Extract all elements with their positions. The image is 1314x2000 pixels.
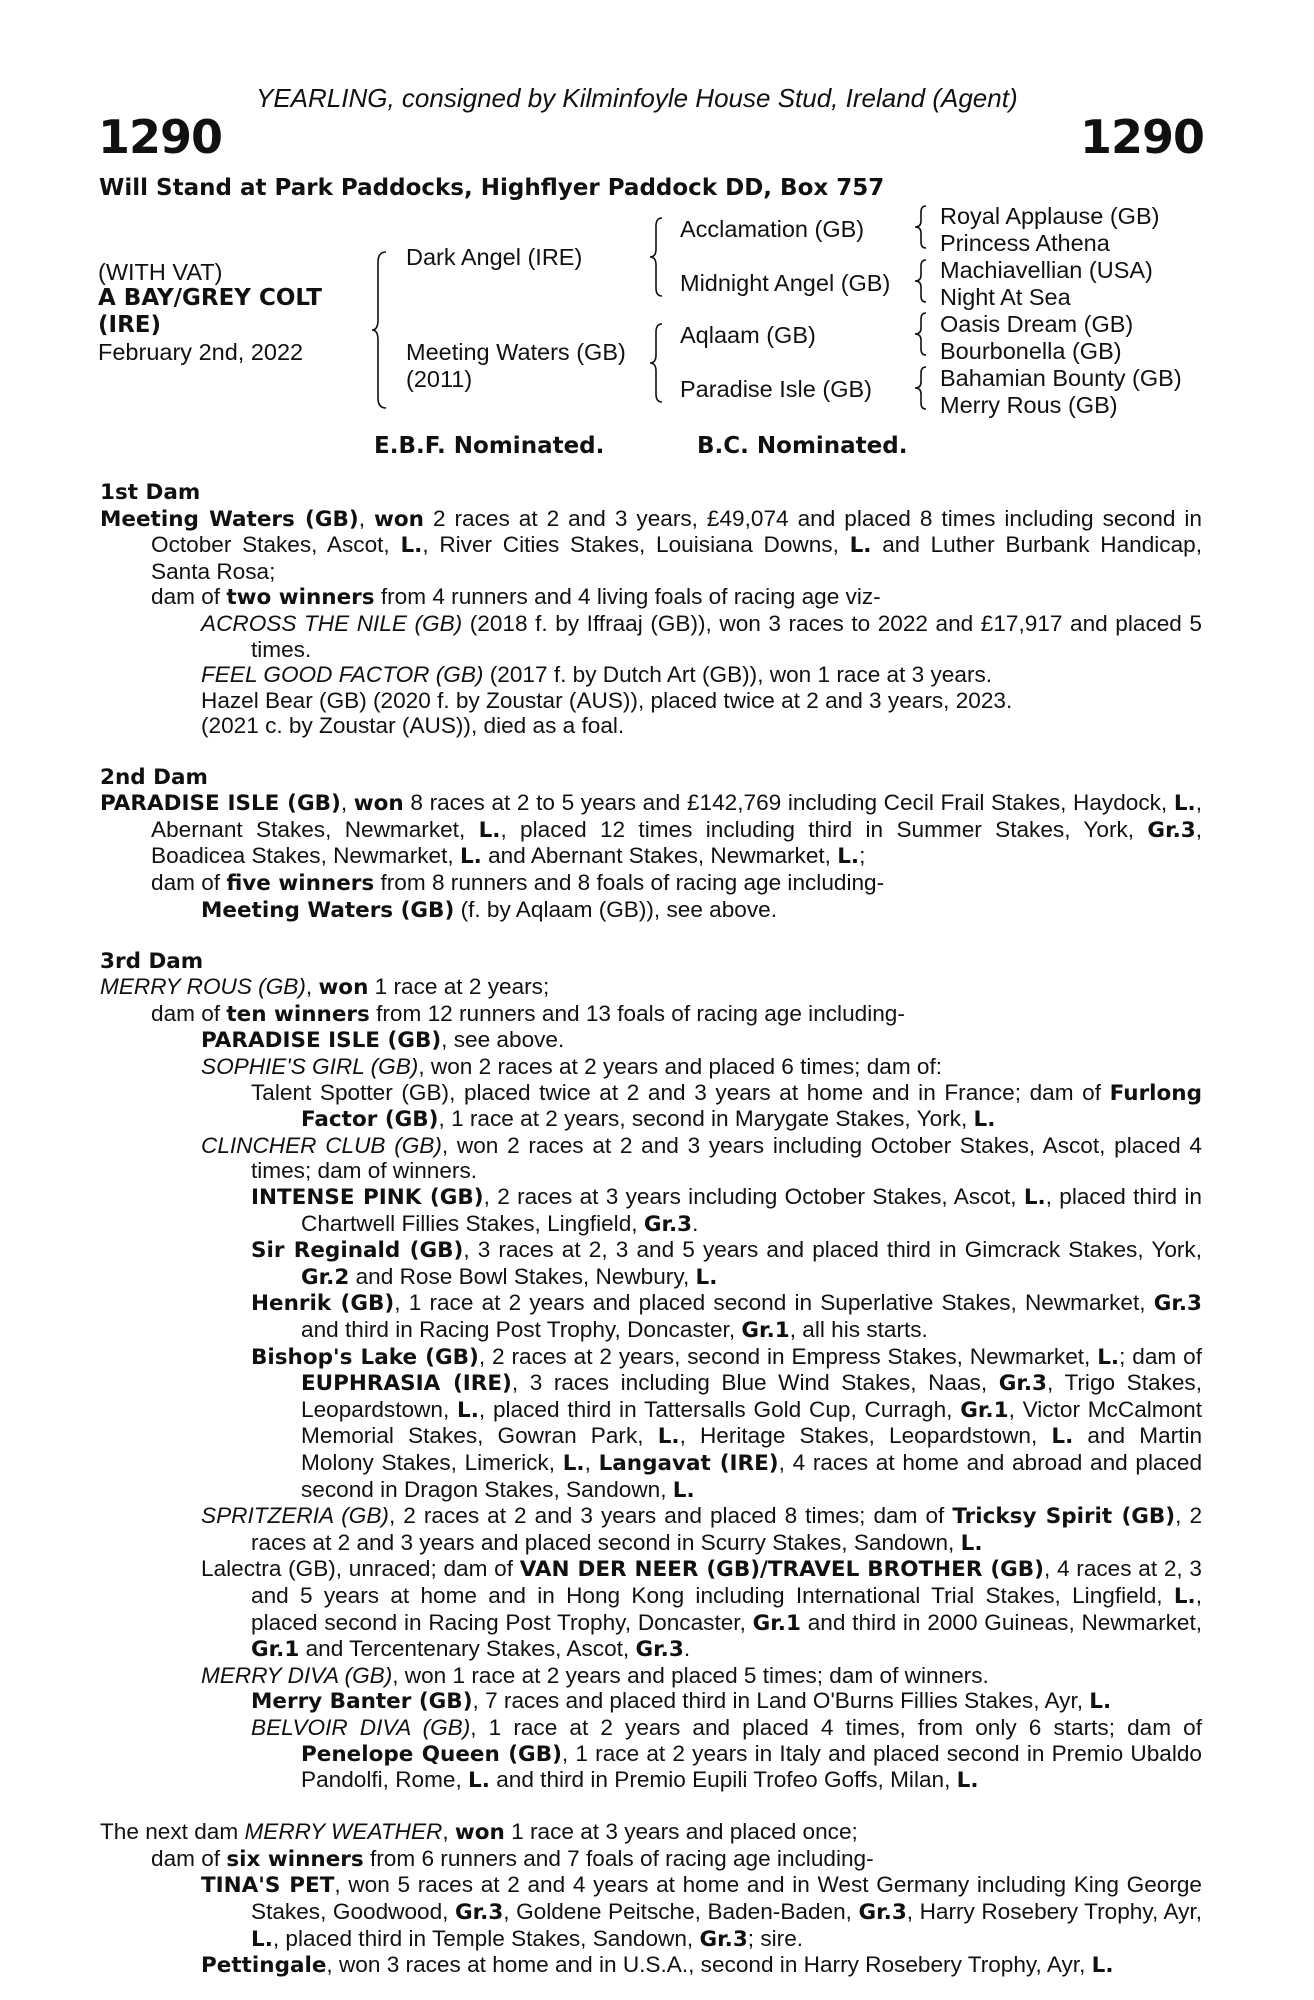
won-label: won <box>374 506 424 532</box>
first-dam-record: Meeting Waters (GB), won 2 races at 2 and 3 years, £49,074 and placed 8 times including second in October Stakes, Ascot, L., River Cities Stakes, Louisiana Downs, L. and Luther Burbank Handicap, Santa Rosa; <box>100 505 1203 584</box>
progeny-entry: Sir Reginald (GB), 3 races at 2, 3 and 5 years and placed third in Gimcrack Stakes, York, Gr.2 and Rose Bowl Stakes, Newbury, L. <box>251 1237 1202 1290</box>
pedigree-sire: Dark Angel (IRE) <box>406 244 583 270</box>
lot-number-left: 1290 <box>98 110 223 164</box>
progeny-entry: Henrik (GB), 1 race at 2 years and placed second in Superlative Stakes, Newmarket, Gr.3 and third in Racing Post Trophy, Doncaster, Gr.1, all his starts. <box>251 1290 1203 1343</box>
lot-number-right: 1290 <box>1079 110 1204 164</box>
pedigree-ggp-3: Machiavellian (USA) <box>940 257 1153 283</box>
horse-country: (IRE) <box>98 312 162 338</box>
pedigree-ggp-8: Merry Rous (GB) <box>940 392 1118 418</box>
progeny-entry: MERRY DIVA (GB), won 1 race at 2 years and placed 5 times; dam of winners. <box>201 1662 989 1688</box>
pedigree-dam-dam: Paradise Isle (GB) <box>680 376 872 402</box>
next-dam-produce: dam of six winners from 6 runners and 7 foals of racing age including- <box>151 1845 874 1872</box>
pedigree-ggp-6: Bourbonella (GB) <box>940 338 1122 364</box>
third-dam-produce: dam of ten winners from 12 runners and 13 foals of racing age including- <box>151 1000 905 1027</box>
foaling-date: February 2nd, 2022 <box>98 339 304 365</box>
first-dam-heading: 1st Dam <box>100 480 201 505</box>
pedigree-ggp-1: Royal Applause (GB) <box>940 203 1160 229</box>
bc-nomination: B.C. Nominated. <box>697 433 908 459</box>
progeny-entry: (2021 c. by Zoustar (AUS)), died as a foal. <box>201 713 625 739</box>
pedigree-brace-dam <box>648 322 666 404</box>
pedigree-brace-sire <box>648 216 666 298</box>
pedigree-ggp-7: Bahamian Bounty (GB) <box>940 365 1182 391</box>
third-dam-heading: 3rd Dam <box>100 948 204 974</box>
pedigree-dam-year: (2011) <box>406 366 473 392</box>
progeny-entry: FEEL GOOD FACTOR (GB) (2017 f. by Dutch Art (GB)), won 1 race at 3 years. <box>201 662 993 688</box>
progeny-entry: Hazel Bear (GB) (2020 f. by Zoustar (AUS)), placed twice at 2 and 3 years, 2023. <box>201 687 1013 713</box>
next-dam-record: The next dam MERRY WEATHER, won 1 race at 3 years and placed once; <box>100 1819 858 1846</box>
consignment-line: YEARLING, consigned by Kilminfoyle House Stud, Ireland (Agent) <box>256 83 1018 113</box>
horse-name: A BAY/GREY COLT <box>98 285 322 311</box>
progeny-entry: Lalectra (GB), unraced; dam of VAN DER NEER (GB)/TRAVEL BROTHER (GB), 4 races at 2, 3 and 5 years at home and in Hong Kong including International Trial Stakes, Lingfield, L., placed second in Racing Post Trophy, Doncaster, Gr.1 and third in 2000 Guineas, Newmarket, Gr.1 and Tercentenary Stakes, Ascot, Gr.3. <box>201 1556 1203 1663</box>
pedigree-ggp-5: Oasis Dream (GB) <box>940 311 1134 337</box>
dam-name: PARADISE ISLE (GB) <box>100 791 341 817</box>
progeny-entry: BELVOIR DIVA (GB), 1 race at 2 years and placed 4 times, from only 6 starts; dam of Penelope Queen (GB), 1 race at 2 years in Italy and placed second in Premio Ubaldo Pandolfi, Rome, L. and third in Premio Eupili Trofeo Goffs, Milan, L. <box>251 1714 1202 1794</box>
progeny-entry: SOPHIE'S GIRL (GB), won 2 races at 2 years and placed 6 times; dam of: <box>201 1054 943 1080</box>
pedigree-brace-ggp-1 <box>912 204 930 250</box>
catalogue-body <box>100 480 1202 1979</box>
progeny-entry: Pettingale, won 3 races at home and in U.S.A., second in Harry Rosebery Trophy, Ayr, L. <box>201 1952 1114 1979</box>
pedigree-dam: Meeting Waters (GB) <box>406 339 626 365</box>
progeny-entry: SPRITZERIA (GB), 2 races at 2 and 3 years and placed 8 times; dam of Tricksy Spirit (GB), 2 races at 2 and 3 years and placed second in Scurry Stakes, Sandown, L. <box>201 1503 1203 1556</box>
pedigree-brace-ggp-4 <box>912 365 930 411</box>
stand-location: Will Stand at Park Paddocks, Highflyer Paddock DD, Box 757 <box>99 175 885 201</box>
progeny-entry: INTENSE PINK (GB), 2 races at 3 years including October Stakes, Ascot, L., placed third in Chartwell Fillies Stakes, Lingfield, Gr.3. <box>251 1184 1202 1237</box>
first-dam-produce: dam of two winners from 4 runners and 4 living foals of racing age viz- <box>151 584 881 611</box>
pedigree-brace-main <box>370 250 390 410</box>
third-dam-record: MERRY ROUS (GB), won 1 race at 2 years; <box>100 974 550 1001</box>
pedigree-brace-ggp-2 <box>912 258 930 304</box>
progeny-entry: Meeting Waters (GB) (f. by Aqlaam (GB)), see above. <box>201 896 778 923</box>
progeny-entry: TINA'S PET, won 5 races at 2 and 4 years at home and in West Germany including King George Stakes, Goodwood, Gr.3, Goldene Peitsche, Baden-Baden, Gr.3, Harry Rosebery Trophy, Ayr, L., placed third in Temple Stakes, Sandown, Gr.3; sire. <box>201 1872 1203 1952</box>
pedigree-dam-sire: Aqlaam (GB) <box>680 322 816 348</box>
progeny-entry: CLINCHER CLUB (GB), won 2 races at 2 and 3 years including October Stakes, Ascot, placed 4 times; dam of winners. <box>201 1132 1202 1184</box>
pedigree-brace-ggp-3 <box>912 311 930 357</box>
progeny-entry: Merry Banter (GB), 7 races and placed third in Land O'Burns Fillies Stakes, Ayr, L. <box>251 1688 1112 1715</box>
second-dam-produce: dam of five winners from 8 runners and 8 foals of racing age including- <box>151 869 885 896</box>
pedigree-ggp-4: Night At Sea <box>940 284 1071 310</box>
progeny-entry: Bishop's Lake (GB), 2 races at 2 years, second in Empress Stakes, Newmarket, L.; dam of EUPHRASIA (IRE), 3 races including Blue Wind Stakes, Naas, Gr.3, Trigo Stakes, Leopardstown, L., placed third in Tattersalls Gold Cup, Curragh, Gr.1, Victor McCalmont Memorial Stakes, Gowran Park, L., Heritage Stakes, Leopardstown, L. and Martin Molony Stakes, Limerick, L., Langavat (IRE), 4 races at home and abroad and placed second in Dragon Stakes, Sandown, L. <box>251 1343 1203 1503</box>
second-dam-heading: 2nd Dam <box>100 764 208 790</box>
progeny-entry: Talent Spotter (GB), placed twice at 2 and 3 years at home and in France; dam of Furlong Factor (GB), 1 race at 2 years, second in Marygate Stakes, York, L. <box>251 1079 1203 1133</box>
pedigree-sire-dam: Midnight Angel (GB) <box>680 270 891 296</box>
pedigree-ggp-2: Princess Athena <box>940 230 1110 256</box>
pedigree-sire-sire: Acclamation (GB) <box>680 216 865 242</box>
progeny-entry: PARADISE ISLE (GB), see above. <box>201 1027 565 1054</box>
vat-note: (WITH VAT) <box>98 259 223 285</box>
dam-name: Meeting Waters (GB) <box>100 506 359 532</box>
progeny-entry: ACROSS THE NILE (GB) (2018 f. by Iffraaj (GB)), won 3 races to 2022 and £17,917 and placed 5 times. <box>201 610 1202 662</box>
second-dam-record: PARADISE ISLE (GB), won 8 races at 2 to 5 years and £142,769 including Cecil Frail Stakes, Haydock, L., Abernant Stakes, Newmarket, L., placed 12 times including third in Summer Stakes, York, Gr.3, Boadicea Stakes, Newmarket, L. and Abernant Stakes, Newmarket, L.; <box>100 790 1203 870</box>
ebf-nomination: E.B.F. Nominated. <box>374 433 605 459</box>
